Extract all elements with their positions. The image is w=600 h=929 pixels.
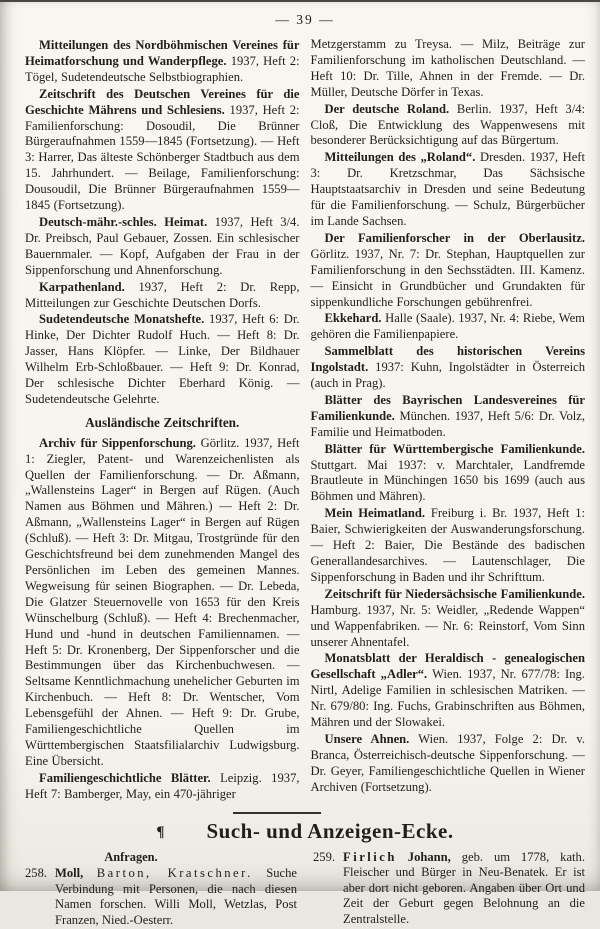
journal-entry-text: 1937, Heft 6: Dr. Hinke, Der Dichter Rudolf Huch. — Heft 8: Dr. Jasser, Hans Klöpfer. — Linke, Der Bildhauer Wilhelm Erb-Schloßbauer. — Heft 9: Dr. Konrad, Der schlesische Dichter Eberhard König. — Sudetendeutsche Gelehrte. bbox=[25, 312, 300, 406]
journal-entry-text: Leipzig. 1937, Heft 7: Bamberger, May, ein 470-jähriger bbox=[25, 770, 300, 801]
ad-body-text: geb. um 1778, kath. Fleischer und Bürger in Neu-Benatek. Er ist aber dort nicht geboren. Angaben über Ort und Zeit der Geburt gegen Belohnung an die Zentralstelle. bbox=[343, 849, 585, 926]
journal-entry-text: 1937, Heft 3/4. Dr. Preibsch, Paul Gebauer, Zossen. Ein schlesischer Bauernmaler. — Kopf, Aufgaben der Frau in der Sippenforschung und Ahnenforschung. bbox=[25, 214, 300, 277]
ad-text-block bbox=[55, 866, 297, 928]
ad-number: 259. bbox=[313, 849, 336, 864]
right-column bbox=[311, 37, 586, 803]
ad-entry-259 bbox=[313, 850, 585, 928]
journal-entry bbox=[25, 215, 300, 279]
left-column bbox=[25, 37, 300, 803]
journal-entry bbox=[25, 38, 300, 86]
journal-entry-text: Stuttgart. Mai 1937: v. Marchtaler, Landfremde Brautleute in Münchingen 1650 bis 1699 (auch aus Böhmen und Mähren). bbox=[310, 457, 585, 504]
journal-entry bbox=[311, 311, 586, 343]
journal-entry-text: Hamburg. 1937, Nr. 5: Weidler, „Redende Wappen“ und Wappenfabriken. — Nr. 6: Reinstorf, Vom Sinn unserer Ahnentafel. bbox=[310, 602, 585, 649]
journal-entry bbox=[25, 312, 300, 407]
journal-entry-text: 1937, Heft 2: Tögel, Sudetendeutsche Selbstbiographien. bbox=[25, 53, 300, 84]
journal-entry bbox=[311, 506, 586, 586]
journal-entry bbox=[311, 231, 586, 311]
journal-title: Sammelblatt des historischen Vereins Ingolstadt. bbox=[310, 344, 585, 375]
review-columns bbox=[25, 37, 585, 803]
journal-title: Deutsch-mähr.-schles. Heimat. bbox=[39, 214, 208, 229]
inquiries-heading: Anfragen. bbox=[104, 849, 158, 864]
journal-entry-text: Görlitz. 1937, Nr. 7: Dr. Stephan, Hauptquellen zur Familienforschung in den Sechsstädten. III. Kamenz. — Einsicht in Grundbücher und Grundakten für sippenkundliche Forschungen gebührenfrei. bbox=[310, 246, 585, 309]
ad-given-name: Johann, bbox=[407, 849, 451, 864]
ad-surname: Moll, bbox=[55, 866, 84, 881]
journal-entry bbox=[311, 393, 586, 441]
journal-title: Monatsblatt der Heraldisch - genealogischen Gesellschaft „Adler“. bbox=[310, 651, 585, 682]
page-number: — 39 — bbox=[275, 12, 335, 27]
journal-title: Unsere Ahnen. bbox=[324, 731, 410, 746]
left-entries-top bbox=[25, 38, 300, 408]
journal-entry-text: Halle (Saale). 1937, Nr. 4: Riebe, Wem gehören die Familienpapiere. bbox=[310, 311, 585, 342]
journal-title: Familiengeschichtliche Blätter. bbox=[39, 770, 211, 785]
ads-section-title: Such- und Anzeigen-Ecke. bbox=[206, 818, 454, 843]
journal-entry-text: München. 1937, Heft 5/6: Dr. Volz, Familie und Heimatboden. bbox=[310, 408, 585, 439]
journal-entry bbox=[311, 651, 586, 731]
ads-section-title-row bbox=[25, 819, 585, 844]
left-entries-bottom bbox=[25, 436, 300, 803]
journal-title: Blätter für Württembergische Familienkunde. bbox=[324, 441, 585, 456]
ad-entry-258 bbox=[25, 866, 297, 928]
journal-title: Zeitschrift für Niedersächsische Familienkunde. bbox=[324, 586, 585, 601]
journal-entry bbox=[25, 771, 300, 803]
journal-entry-text: Dresden. 1937, Heft 3: Dr. Kretzschmar, Das Sächsische Hauptstaatsarchiv in Dresden und seine Bedeutung für die Familienforschung. — Schulz, Bürgerbücher im Lande Sachsen. bbox=[310, 150, 585, 228]
journal-title: Karpathenland. bbox=[39, 279, 125, 294]
journal-entry bbox=[25, 87, 300, 214]
ad-body-text: Suche Verbindung mit Personen, die nach diesen Namen forschen. Willi Moll, Wetzlas, Post Franzen, Nied.-Oesterr. bbox=[55, 866, 298, 927]
journal-title: Sudetendeutsche Monatshefte. bbox=[39, 312, 205, 327]
journal-title: Archiv für Sippenforschung. bbox=[39, 435, 196, 450]
journal-title: Blätter des Bayrischen Landesvereines für Familienkunde. bbox=[310, 392, 585, 423]
section-divider-rule bbox=[233, 812, 321, 814]
journal-entry-text: Berlin. 1937, Heft 3/4: Cloß, Die Entwicklung des Wappenwesens mit besonderer Berücksichtigung auf das Bürgertum. bbox=[310, 101, 585, 148]
journal-entry-text: 1937: Kuhn, Ingolstädter in Österreich (auch in Prag). bbox=[310, 360, 585, 391]
journal-entry-text: Görlitz. 1937, Heft 1: Ziegler, Patent- und Warenzeichenlisten als Quellen der Familienforschung. — Dr. Aßmann, „Wallensteins Lager“ in Bergen auf Rügen. (Auch Namen aus Böhmen und Mähren.) — Heft 2: Dr. Aßmann, „Wallensteins Lager“ in Bergen auf Rügen (Schluß). — Heft 3: Dr. Mitgau, Trostgründe für den Geschichtsfreund bei dem zunehmenden Mangel des Persönlichen im Leben des gemeinen Mannes. Wegweisung für seinen Biographen. — Dr. Lebeda, Die Glatzer Steuernovelle von 1653 für den Kreis Wünschelburg (Schluß). — Heft 4: Brechenmacher, Hund und -hund in deutschen Familiennamen. — Heft 5: Dr. Kronenberg, Der Sippenforscher und die Bestimmungen über das Kirchenbuchwesen. — Seltsame Kenntlichmachung unehelicher Geburten im Kirchenbuch. — Heft 8: Dr. Wentscher, Vom Lebensgefühl der Ahnen. — Heft 9: Dr. Grube, Familiengeschichtliche Quellen im Württembergischen Staatsfilialarchiv Ludwigsburg. Eine Übersicht. bbox=[25, 435, 300, 768]
journal-entry-text: Wien. 1937, Folge 2: Dr. v. Branca, Österreichisch-deutsche Sippenforschung. — Dr. Geyer, Familiengeschichtliche Quellen in Wiener Archiven (Fortsetzung). bbox=[310, 731, 585, 794]
ad-text-block bbox=[343, 850, 585, 928]
journal-title: Mitteilungen des Nordböhmischen Vereines für Heimatforschung und Wanderpflege. bbox=[25, 38, 300, 68]
journal-title: Der Familienforscher in der Oberlausitz. bbox=[324, 230, 585, 245]
pilcrow-ornament-icon: ¶ bbox=[156, 823, 165, 840]
journal-entry-text: Freiburg i. Br. 1937, Heft 1: Baier, Schwierigkeiten der Auswanderungsforschung. — Heft 2: Baier, Die Bestände des badischen Generallandesarchives. — Lautenschlager, Die Sippenforschung in Baden und ihr Schrifttum. bbox=[310, 506, 585, 584]
ads-right-column bbox=[313, 850, 585, 929]
journal-entry bbox=[311, 150, 586, 230]
ad-searched-names: Barton, Kratschner. bbox=[96, 866, 253, 881]
journal-title: Ekkehard. bbox=[324, 311, 382, 326]
journal-title: Mein Heimatland. bbox=[324, 506, 426, 521]
journal-entry bbox=[311, 732, 586, 796]
journal-entry bbox=[311, 344, 586, 392]
journal-entry-text: 1937, Heft 2: Dr. Repp, Mitteilungen zur Geschichte Deutschen Dorfs. bbox=[25, 279, 300, 310]
journal-title: Zeitschrift des Deutschen Vereines für die Geschichte Mährens und Schlesiens. bbox=[25, 86, 300, 117]
journal-entry-text: 1937, Heft 2: Familienforschung: Dosoudil, Die Brünner Bürgeraufnahmen 1559—1845 (Fortsetzung). — Heft 3: Harrer, Das älteste Schönberger Stadtbuch aus dem 15. Jahrhundert. — Beilage, Familienforschung: Dousoudil, Die Brünner Bürgeraufnahmen 1559—1845 (Fortsetzung). bbox=[25, 102, 300, 213]
journal-entry-text: Wien. 1937, Nr. 677/78: Ing. Nirtl, Adelige Familien in schlesischen Matriken. — Nr. 679/80: Ing. Fuchs, Grabinschriften aus Böhmen, Mähren und der Slowakei. bbox=[310, 667, 585, 730]
journal-title: Mitteilungen des „Roland“. bbox=[324, 150, 476, 165]
journal-entry bbox=[311, 587, 586, 651]
journal-entry bbox=[311, 102, 586, 150]
right-entries bbox=[311, 102, 586, 796]
journal-entry bbox=[25, 436, 300, 770]
journal-entry bbox=[25, 280, 300, 312]
journal-entry bbox=[311, 442, 586, 506]
journal-title: Der deutsche Roland. bbox=[324, 101, 450, 116]
foreign-journals-heading: Ausländische Zeitschriften. bbox=[85, 414, 240, 430]
ad-searched-name: Firlich bbox=[343, 849, 397, 864]
ad-number: 258. bbox=[25, 866, 48, 881]
continuation-paragraph: Metzgerstamm zu Treysa. — Milz, Beiträge zur Familienforschung im katholischen Deutschland. — Heft 10: Dr. Tille, Ahnen in der Fremde. — Dr. Müller, Deutsche Dörfer in Texas. bbox=[310, 37, 585, 99]
ads-left-column bbox=[25, 850, 297, 929]
ads-columns bbox=[25, 850, 585, 929]
